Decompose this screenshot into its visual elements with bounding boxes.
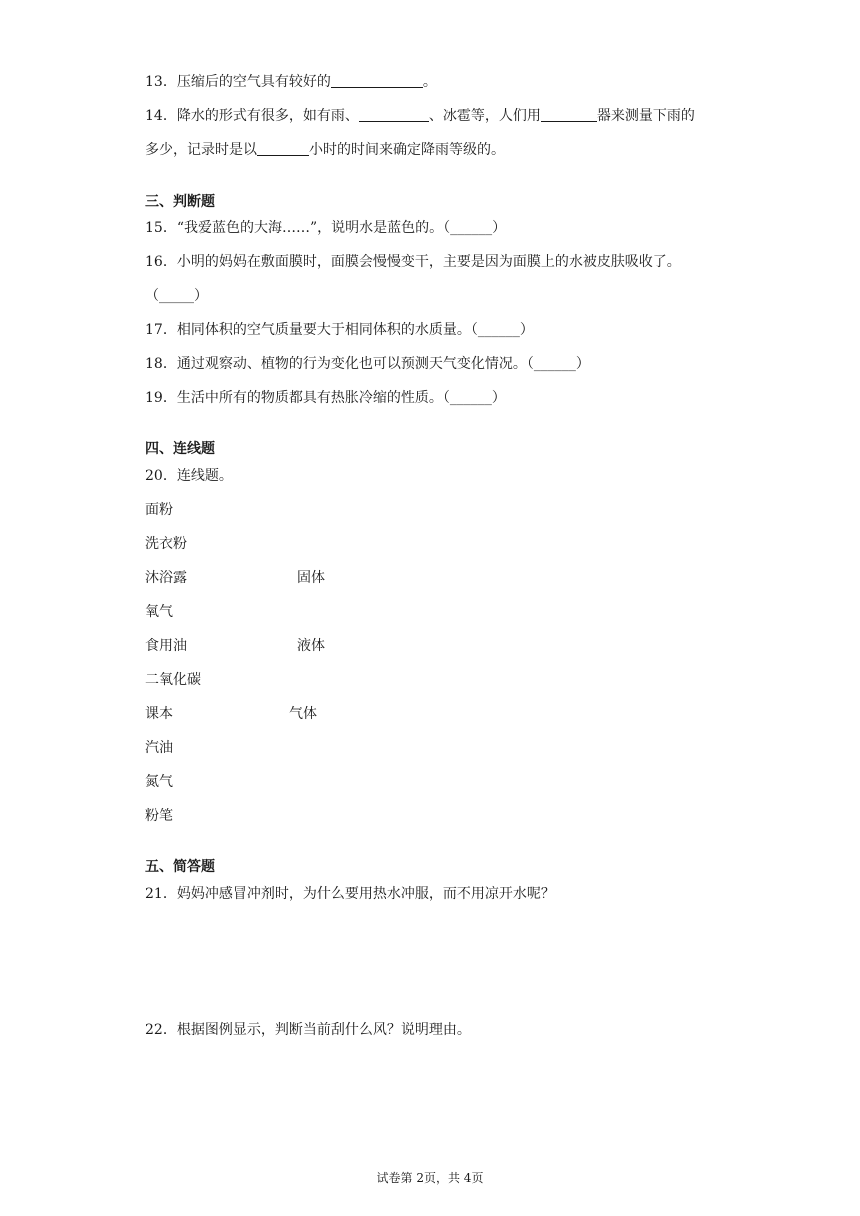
- match-left-item: 洗衣粉: [145, 536, 187, 552]
- match-right-item-gas: 气体: [289, 706, 317, 722]
- question-14: [145, 106, 695, 126]
- section-title-judgment: 三、判断题: [145, 194, 215, 210]
- question-17: 17．相同体积的空气质量要大于相同体积的水质量。（______）: [145, 322, 534, 338]
- q14-blank-2: [541, 107, 597, 122]
- match-left-item: 沐浴露: [145, 570, 187, 586]
- q14-text-a: 14．降水的形式有很多，如有雨、: [145, 108, 359, 124]
- q13-blank: [331, 73, 423, 88]
- question-13: [145, 72, 437, 92]
- q13-end: 。: [422, 74, 437, 90]
- q14-blank-3: [257, 141, 309, 156]
- match-left-item: 汽油: [145, 740, 173, 756]
- section-title-matching: 四、连线题: [145, 441, 215, 457]
- match-left-item: 课本: [145, 706, 173, 722]
- q14-text-e: 小时的时间来确定降雨等级的。: [309, 142, 505, 158]
- q14-text-b: 、冰雹等，人们用: [428, 108, 541, 124]
- match-left-item: 氧气: [145, 604, 173, 620]
- q14-text-c: 器来测量下雨的: [596, 108, 695, 124]
- question-14-cont: [145, 140, 505, 160]
- match-left-item: 二氧化碳: [145, 672, 201, 688]
- q14-blank-1: [359, 107, 429, 122]
- question-20: 20．连线题。: [145, 468, 233, 484]
- match-left-item: 面粉: [145, 502, 173, 518]
- page-footer: 试卷第 2页，共 4页: [376, 1171, 484, 1185]
- question-22: 22．根据图例显示，判断当前刮什么风？说明理由。: [145, 1022, 471, 1038]
- q13-text: 13．压缩后的空气具有较好的: [145, 74, 331, 90]
- question-16: 16．小明的妈妈在敷面膜时，面膜会慢慢变干，主要是因为面膜上的水被皮肤吸收了。: [145, 254, 681, 270]
- match-right-item-solid: 固体: [297, 570, 325, 586]
- q14-text-d: 多少，记录时是以: [145, 142, 257, 158]
- match-left-item: 氮气: [145, 774, 173, 790]
- match-left-item: 食用油: [145, 638, 187, 654]
- match-right-item-liquid: 液体: [297, 638, 325, 654]
- question-15: 15．“我爱蓝色的大海……”，说明水是蓝色的。（______）: [145, 220, 507, 236]
- question-18: 18．通过观察动、植物的行为变化也可以预测天气变化情况。（______）: [145, 356, 590, 372]
- question-16-answer: （_____）: [145, 288, 208, 304]
- question-19: 19．生活中所有的物质都具有热胀冷缩的性质。（______）: [145, 390, 506, 406]
- section-title-short-answer: 五、简答题: [145, 859, 215, 875]
- question-21: 21．妈妈冲感冒冲剂时，为什么要用热水冲服，而不用凉开水呢？: [145, 886, 555, 902]
- match-left-item: 粉笔: [145, 808, 173, 824]
